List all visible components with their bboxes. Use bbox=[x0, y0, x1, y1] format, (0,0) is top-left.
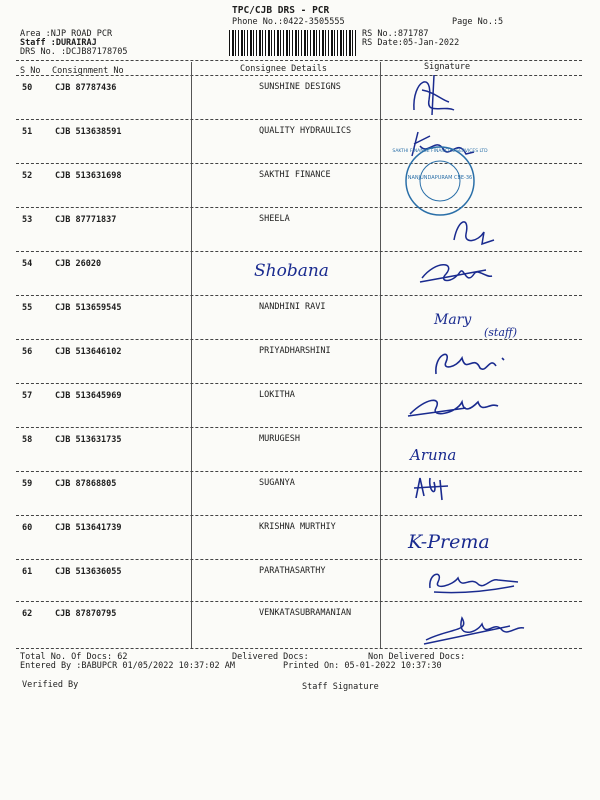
row-consignment: CJB 513646102 bbox=[55, 347, 122, 357]
staff-signature: Staff Signature bbox=[302, 682, 379, 692]
rs-date: RS Date:05-Jan-2022 bbox=[362, 38, 460, 48]
barcode bbox=[229, 30, 356, 56]
row-consignment: CJB 87787436 bbox=[55, 83, 117, 93]
total-docs: Total No. Of Docs: 62 bbox=[20, 652, 128, 662]
rs-number: RS No.:871787 bbox=[362, 29, 429, 39]
entered-by: Entered By :BABUPCR 01/05/2022 10:37:02 AM bbox=[20, 661, 235, 671]
table-row bbox=[0, 124, 600, 168]
row-consignment: CJB 513636055 bbox=[55, 567, 122, 577]
row-consignee: PARATHASARTHY bbox=[259, 566, 326, 576]
svg-text:(staff): (staff) bbox=[484, 326, 517, 339]
handwritten-mary-staff bbox=[428, 306, 558, 346]
header-rule-bottom bbox=[16, 75, 582, 76]
row-consignee: SUNSHINE DESIGNS bbox=[259, 82, 341, 92]
row-consignee: MURUGESH bbox=[259, 434, 300, 444]
row-separator bbox=[16, 471, 582, 472]
row-consignee: SUGANYA bbox=[259, 478, 295, 488]
signature-sunshine bbox=[404, 70, 464, 120]
table-row bbox=[0, 80, 600, 124]
row-consignment: CJB 87771837 bbox=[55, 215, 117, 225]
svg-text:K-Prema: K-Prema bbox=[408, 531, 490, 553]
row-sno: 62 bbox=[22, 609, 33, 619]
row-separator bbox=[16, 207, 582, 208]
drs-number: DRS No. :DCJB87178705 bbox=[20, 47, 128, 57]
signature-sheela bbox=[448, 212, 498, 248]
company-stamp bbox=[392, 143, 488, 219]
table-row bbox=[0, 168, 600, 212]
row-consignee: SHEELA bbox=[259, 214, 290, 224]
col-sno: S No bbox=[20, 66, 41, 76]
row-consignment: CJB 513641739 bbox=[55, 523, 122, 533]
delivered-docs: Delivered Docs: bbox=[232, 652, 309, 662]
row-separator bbox=[16, 119, 582, 120]
row-sno: 57 bbox=[22, 391, 33, 401]
row-sno: 59 bbox=[22, 479, 33, 489]
row-separator bbox=[16, 295, 582, 296]
row-sno: 55 bbox=[22, 303, 33, 313]
signature-parathasarthy bbox=[424, 564, 524, 598]
handwritten-kprema bbox=[404, 526, 544, 560]
row-sno: 60 bbox=[22, 523, 33, 533]
table-row bbox=[0, 388, 600, 432]
row-consignment: CJB 513659545 bbox=[55, 303, 122, 313]
row-consignment: CJB 26020 bbox=[55, 259, 102, 269]
printed-on: Printed On: 05-01-2022 10:37:30 bbox=[283, 661, 442, 671]
row-consignee: VENKATASUBRAMANIAN bbox=[259, 608, 352, 618]
row-consignment: CJB 513638591 bbox=[55, 127, 122, 137]
row-sno: 58 bbox=[22, 435, 33, 445]
row-sno: 53 bbox=[22, 215, 33, 225]
signature-suganya bbox=[410, 472, 454, 506]
row-separator bbox=[16, 251, 582, 252]
phone-number: Phone No.:0422-3505555 bbox=[232, 17, 345, 27]
row-separator bbox=[16, 515, 582, 516]
row-sno: 52 bbox=[22, 171, 33, 181]
row-consignee: LOKITHA bbox=[259, 390, 295, 400]
signature-venkatasubramanian bbox=[420, 608, 530, 648]
area-label: Area :NJP ROAD PCR bbox=[20, 29, 113, 39]
row-sno: 61 bbox=[22, 567, 33, 577]
col-consignment: Consignment No bbox=[52, 66, 124, 76]
handwritten-aruna bbox=[404, 440, 504, 470]
row-consignee: PRIYADHARSHINI bbox=[259, 346, 331, 356]
svg-text:SAKTHI FINANCE FINANCIAL SERVI: SAKTHI FINANCE FINANCIAL SERVICES LTD bbox=[392, 149, 488, 154]
row-sno: 56 bbox=[22, 347, 33, 357]
row-consignment: CJB 87870795 bbox=[55, 609, 117, 619]
svg-text:Mary: Mary bbox=[434, 312, 472, 328]
table-row bbox=[0, 432, 600, 476]
row-sno: 54 bbox=[22, 259, 33, 269]
row-consignee: SAKTHI FINANCE bbox=[259, 170, 331, 180]
row-separator bbox=[16, 163, 582, 164]
row-separator bbox=[16, 601, 582, 602]
staff-label: Staff :DURAIRAJ bbox=[20, 38, 97, 48]
row-consignee: NANDHINI RAVI bbox=[259, 302, 326, 312]
row-sno: 50 bbox=[22, 83, 33, 93]
header-rule-top bbox=[16, 60, 582, 61]
signature-lokitha bbox=[406, 388, 506, 424]
table-bottom-rule bbox=[16, 648, 582, 649]
svg-text:Aruna: Aruna bbox=[410, 446, 457, 464]
row-separator bbox=[16, 383, 582, 384]
report-title: TPC/CJB DRS - PCR bbox=[232, 5, 330, 16]
row-sno: 51 bbox=[22, 127, 33, 137]
page-number: Page No.:5 bbox=[452, 17, 504, 27]
signature-shobana bbox=[416, 256, 496, 290]
table-row bbox=[0, 476, 600, 520]
row-separator bbox=[16, 427, 582, 428]
signature-priyadharshini bbox=[430, 344, 520, 380]
table-row bbox=[0, 212, 600, 256]
svg-text:NANJUNDAPURAM CBE-36: NANJUNDAPURAM CBE-36 bbox=[407, 175, 473, 181]
row-consignment: CJB 513631698 bbox=[55, 171, 122, 181]
non-delivered-docs: Non Delivered Docs: bbox=[368, 652, 466, 662]
svg-text:Shobana: Shobana bbox=[254, 261, 329, 281]
row-consignee: KRISHNA MURTHIY bbox=[259, 522, 336, 532]
row-consignment: CJB 513645969 bbox=[55, 391, 122, 401]
verified-by: Verified By bbox=[22, 680, 79, 690]
col-consignee: Consignee Details bbox=[240, 64, 327, 74]
row-consignment: CJB 87868805 bbox=[55, 479, 117, 489]
row-consignment: CJB 513631735 bbox=[55, 435, 122, 445]
row-consignee: QUALITY HYDRAULICS bbox=[259, 126, 352, 136]
handwritten-shobana bbox=[250, 256, 370, 286]
col-signature: Signature bbox=[424, 62, 471, 72]
